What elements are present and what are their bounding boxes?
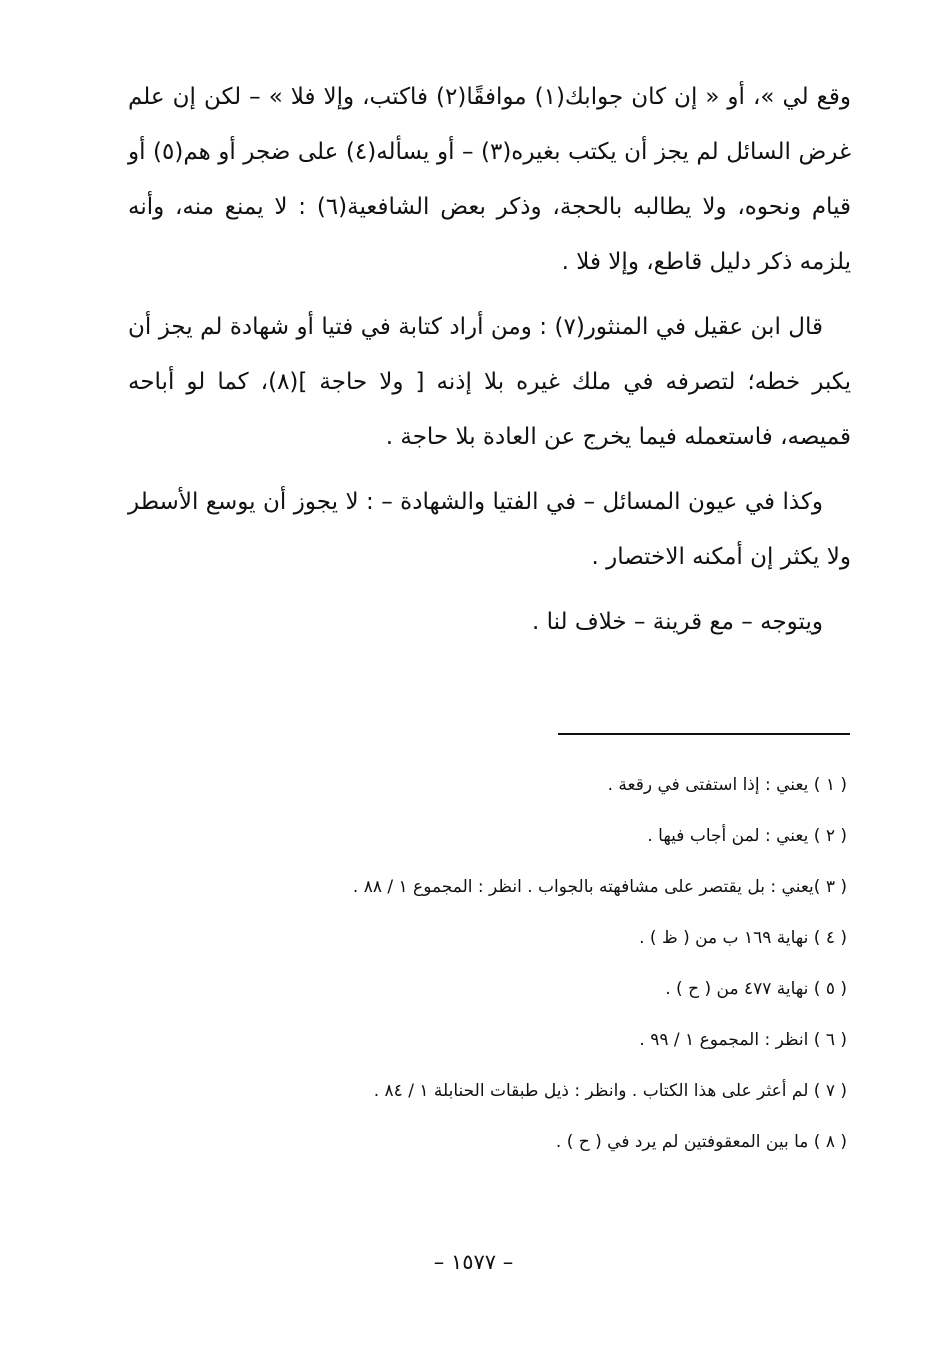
paragraph-4: ويتوجه – مع قرينة – خلاف لنا . <box>531 609 823 635</box>
footnote-5: ( ٥ ) نهاية ٤٧٧ من ( ح ) . <box>665 979 847 999</box>
paragraph-2: قال ابن عقيل في المنثور(٧) : ومن أراد كتابة في فتيا أو شهادة لم يجز أن يكبر خطه؛ لتصرفه في ملك غيره بلا إذنه [ ولا حاجة ](٨)، كما لو أباحه قميصه، فاستعمله فيما يخرج عن العادة بلا حاجة . <box>128 314 851 450</box>
footnote-8: ( ٨ ) ما بين المعقوفتين لم يرد في ( ح ) . <box>555 1132 847 1152</box>
footnote-2: ( ٢ ) يعني : لمن أجاب فيها . <box>647 826 847 846</box>
paragraph-1: وقع لي »، أو « إن كان جوابك(١) موافقًا(٢) فاكتب، وإلا فلا » – لكن إن علم غرض السائل لم يجز أن يكتب بغيره(٣) – أو يسأله(٤) على ضجر أو هم(٥) أو قيام ونحوه، ولا يطالبه بالحجة، وذكر بعض الشافعية(٦) : لا يمنع منه، وأنه يلزمه ذكر دليل قاطع، وإلا فلا . <box>128 84 851 275</box>
footnote-6: ( ٦ ) انظر : المجموع ١ / ٩٩ . <box>639 1030 847 1050</box>
paragraph-3: وكذا في عيون المسائل – في الفتيا والشهادة – : لا يجوز أن يوسع الأسطر ولا يكثر إن أمكنه الاختصار . <box>128 489 851 570</box>
footnote-separator <box>558 733 850 735</box>
main-text <box>128 70 851 660</box>
footnote-1: ( ١ ) يعني : إذا استفتى في رقعة . <box>607 775 847 795</box>
page-number: – ١٥٧٧ – <box>433 1250 514 1274</box>
footnote-3: ( ٣ )يعني : بل يقتصر على مشافهته بالجواب . انظر : المجموع ١ / ٨٨ . <box>352 877 847 897</box>
footnotes <box>260 768 847 1176</box>
footnote-4: ( ٤ ) نهاية ١٦٩ ب من ( ظ ) . <box>639 928 847 948</box>
footnote-7: ( ٧ ) لم أعثر على هذا الكتاب . وانظر : ذيل طبقات الحنابلة ١ / ٨٤ . <box>373 1081 847 1101</box>
